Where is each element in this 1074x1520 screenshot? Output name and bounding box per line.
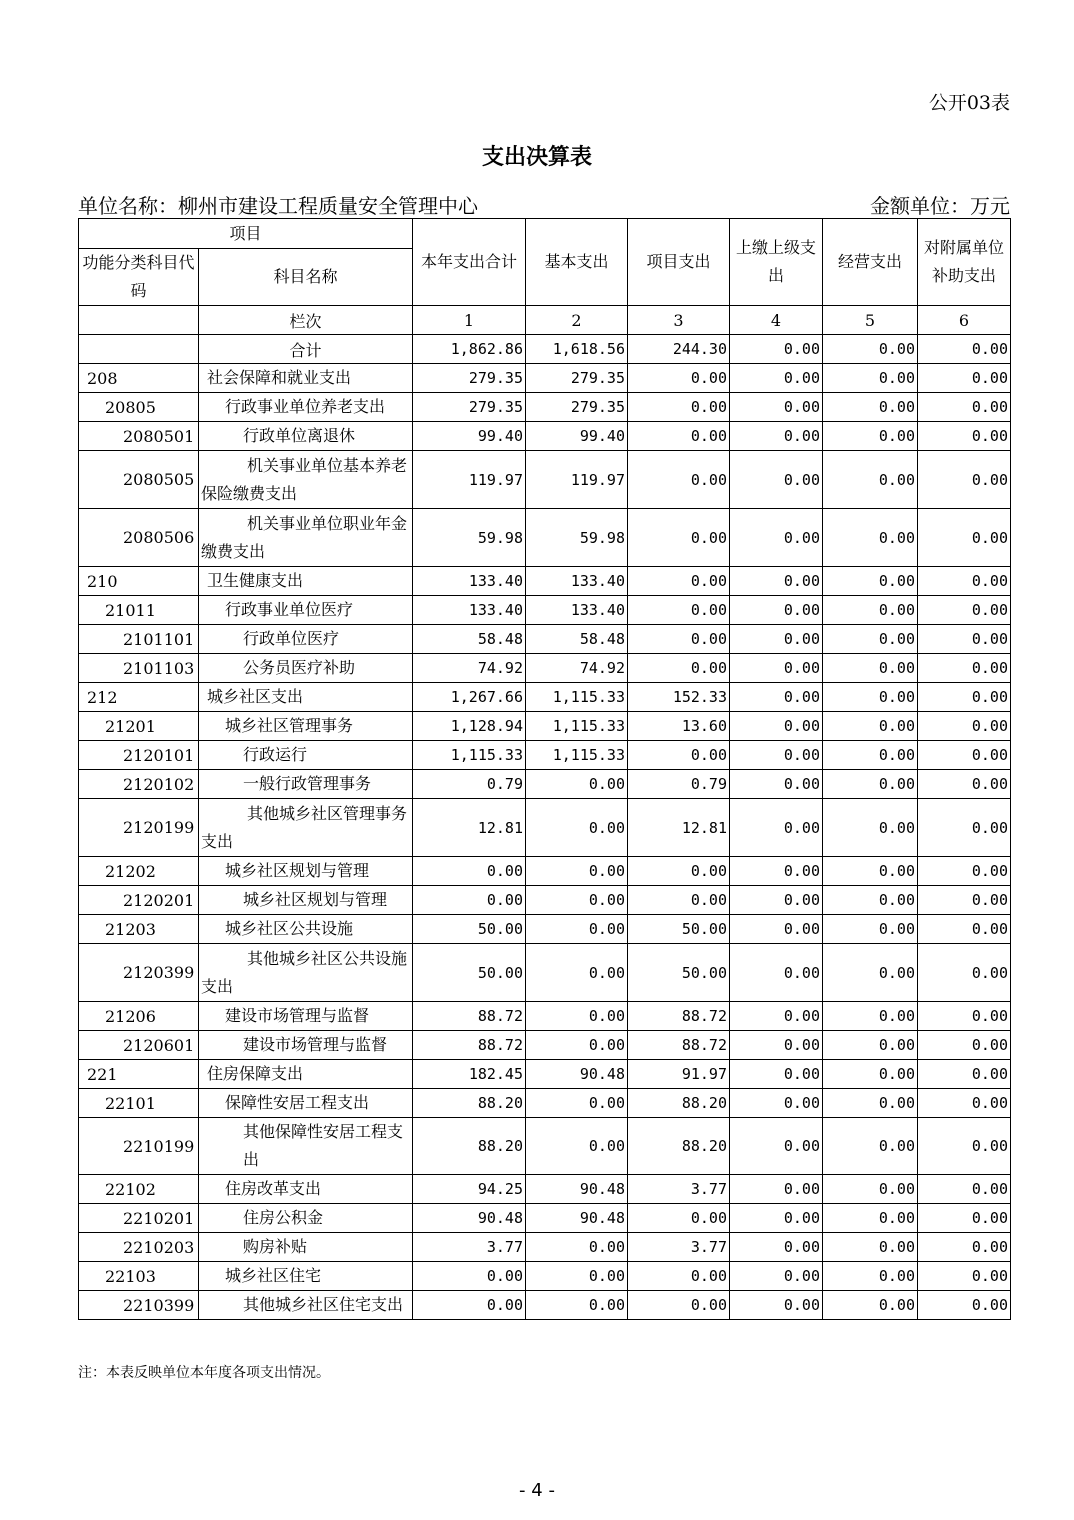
amount-cell: 88.20 <box>413 1118 526 1175</box>
amount-cell: 90.48 <box>526 1204 628 1233</box>
subject-code: 21201 <box>79 712 199 741</box>
table-row <box>79 451 1011 509</box>
amount-cell: 0.00 <box>823 799 918 857</box>
amount-cell: 0.00 <box>526 886 628 915</box>
subject-name: 行政事业单位养老支出 <box>199 393 413 422</box>
subject-code: 22102 <box>79 1175 199 1204</box>
amount-cell: 0.00 <box>730 1118 823 1175</box>
amount-cell: 0.00 <box>628 567 730 596</box>
amount-cell: 88.72 <box>413 1031 526 1060</box>
amount-cell: 0.00 <box>918 944 1011 1002</box>
amount-cell: 0.00 <box>918 451 1011 509</box>
header-code: 功能分类科目代码 <box>79 249 199 306</box>
subject-name: 行政单位医疗 <box>199 625 413 654</box>
subject-name: 其他保障性安居工程支出 <box>199 1118 413 1175</box>
column-index-label: 栏次 <box>199 306 413 335</box>
amount-cell: 133.40 <box>526 567 628 596</box>
subject-name: 其他城乡社区管理事务支出 <box>199 799 413 857</box>
amount-cell: 0.00 <box>413 1262 526 1291</box>
subject-code: 208 <box>79 364 199 393</box>
amount-cell: 0.00 <box>730 654 823 683</box>
table-row <box>79 857 1011 886</box>
table-row <box>79 596 1011 625</box>
subject-name: 保障性安居工程支出 <box>199 1089 413 1118</box>
subject-name: 行政单位离退休 <box>199 422 413 451</box>
amount-cell: 0.00 <box>526 799 628 857</box>
amount-cell: 133.40 <box>526 596 628 625</box>
amount-cell: 0.00 <box>628 509 730 567</box>
subject-name: 机关事业单位基本养老保险缴费支出 <box>199 451 413 509</box>
amount-cell: 99.40 <box>413 422 526 451</box>
amount-cell: 0.00 <box>526 1118 628 1175</box>
subject-code: 21203 <box>79 915 199 944</box>
amount-cell: 0.00 <box>823 1089 918 1118</box>
amount-cell: 0.00 <box>918 799 1011 857</box>
header-name: 科目名称 <box>199 249 413 306</box>
amount-cell: 0.00 <box>823 1060 918 1089</box>
table-row <box>79 567 1011 596</box>
amount-cell: 0.00 <box>823 886 918 915</box>
amount-cell: 0.00 <box>823 1233 918 1262</box>
amount-cell: 0.00 <box>918 1175 1011 1204</box>
amount-cell: 0.00 <box>730 1089 823 1118</box>
subject-name: 行政运行 <box>199 741 413 770</box>
table-row <box>79 915 1011 944</box>
amount-cell: 12.81 <box>413 799 526 857</box>
amount-cell: 182.45 <box>413 1060 526 1089</box>
amount-cell: 0.00 <box>918 741 1011 770</box>
amount-cell: 13.60 <box>628 712 730 741</box>
subject-code: 2120101 <box>79 741 199 770</box>
column-index-row <box>79 306 1011 335</box>
subject-name: 公务员医疗补助 <box>199 654 413 683</box>
amount-cell: 0.00 <box>823 712 918 741</box>
amount-cell: 59.98 <box>526 509 628 567</box>
total-value: 0.00 <box>823 335 918 364</box>
amount-cell: 279.35 <box>413 393 526 422</box>
amount-cell: 88.20 <box>628 1089 730 1118</box>
amount-cell: 133.40 <box>413 567 526 596</box>
subject-code: 21206 <box>79 1002 199 1031</box>
amount-cell: 0.00 <box>918 1060 1011 1089</box>
amount-cell: 0.00 <box>730 1233 823 1262</box>
amount-cell: 0.00 <box>628 625 730 654</box>
amount-cell: 0.00 <box>526 1002 628 1031</box>
amount-cell: 0.00 <box>628 422 730 451</box>
table-row <box>79 1233 1011 1262</box>
amount-cell: 0.00 <box>918 596 1011 625</box>
table-row <box>79 1175 1011 1204</box>
amount-cell: 0.00 <box>413 857 526 886</box>
amount-cell: 88.72 <box>628 1031 730 1060</box>
amount-cell: 0.00 <box>823 1291 918 1320</box>
amount-cell: 0.00 <box>918 1031 1011 1060</box>
amount-cell: 0.00 <box>823 567 918 596</box>
header-item: 项目 <box>79 219 413 249</box>
total-value: 0.00 <box>918 335 1011 364</box>
amount-cell: 0.00 <box>628 1262 730 1291</box>
amount-cell: 90.48 <box>413 1204 526 1233</box>
table-row <box>79 1118 1011 1175</box>
amount-cell: 90.48 <box>526 1175 628 1204</box>
amount-cell: 3.77 <box>628 1233 730 1262</box>
amount-cell: 0.00 <box>918 1262 1011 1291</box>
amount-cell: 0.00 <box>918 625 1011 654</box>
meta-line <box>78 190 1010 219</box>
subject-name: 一般行政管理事务 <box>199 770 413 799</box>
amount-cell: 0.00 <box>918 1089 1011 1118</box>
subject-name: 城乡社区支出 <box>199 683 413 712</box>
amount-cell: 0.00 <box>730 1262 823 1291</box>
amount-cell: 0.00 <box>730 1060 823 1089</box>
amount-cell: 0.00 <box>730 1175 823 1204</box>
amount-cell: 0.00 <box>823 625 918 654</box>
subject-name: 城乡社区规划与管理 <box>199 857 413 886</box>
amount-cell: 88.72 <box>628 1002 730 1031</box>
amount-cell: 58.48 <box>526 625 628 654</box>
amount-cell: 0.00 <box>918 712 1011 741</box>
page-number: - 4 - <box>519 1480 555 1501</box>
amount-cell: 0.00 <box>730 944 823 1002</box>
amount-cell: 0.00 <box>730 422 823 451</box>
amount-cell: 0.00 <box>628 596 730 625</box>
subject-name: 卫生健康支出 <box>199 567 413 596</box>
subject-name: 其他城乡社区住宅支出 <box>199 1291 413 1320</box>
amount-cell: 50.00 <box>628 915 730 944</box>
amount-cell: 279.35 <box>413 364 526 393</box>
amount-cell: 88.72 <box>413 1002 526 1031</box>
total-row <box>79 335 1011 364</box>
amount-cell: 0.00 <box>918 857 1011 886</box>
subject-name: 城乡社区管理事务 <box>199 712 413 741</box>
amount-cell: 0.00 <box>918 1204 1011 1233</box>
table-row <box>79 1089 1011 1118</box>
table-row <box>79 712 1011 741</box>
column-index: 2 <box>526 306 628 335</box>
subject-code: 20805 <box>79 393 199 422</box>
amount-cell: 0.00 <box>413 886 526 915</box>
subject-name: 其他城乡社区公共设施支出 <box>199 944 413 1002</box>
amount-cell: 1,115.33 <box>526 712 628 741</box>
amount-cell: 88.20 <box>413 1089 526 1118</box>
total-value: 1,618.56 <box>526 335 628 364</box>
amount-cell: 3.77 <box>413 1233 526 1262</box>
amount-cell: 0.00 <box>823 1204 918 1233</box>
amount-cell: 0.00 <box>730 1031 823 1060</box>
amount-cell: 0.00 <box>918 393 1011 422</box>
header-business: 经营支出 <box>823 219 918 306</box>
amount-cell: 0.79 <box>628 770 730 799</box>
amount-cell: 0.00 <box>730 741 823 770</box>
amount-cell: 0.00 <box>823 915 918 944</box>
table-row <box>79 1002 1011 1031</box>
amount-cell: 0.00 <box>730 683 823 712</box>
amount-cell: 0.00 <box>823 509 918 567</box>
subject-code: 2080501 <box>79 422 199 451</box>
amount-cell: 0.00 <box>823 944 918 1002</box>
amount-cell: 0.00 <box>823 1031 918 1060</box>
subject-code: 2101103 <box>79 654 199 683</box>
amount-cell: 12.81 <box>628 799 730 857</box>
subject-code: 2101101 <box>79 625 199 654</box>
amount-cell: 0.00 <box>628 886 730 915</box>
amount-cell: 0.00 <box>628 451 730 509</box>
amount-unit: 金额单位：万元 <box>870 194 1010 218</box>
subject-code: 2120199 <box>79 799 199 857</box>
table-row <box>79 422 1011 451</box>
amount-cell: 90.48 <box>526 1060 628 1089</box>
table-row <box>79 654 1011 683</box>
amount-cell: 0.00 <box>918 567 1011 596</box>
amount-cell: 0.00 <box>526 1089 628 1118</box>
subject-name: 城乡社区住宅 <box>199 1262 413 1291</box>
amount-cell: 1,115.33 <box>413 741 526 770</box>
subject-code: 2080506 <box>79 509 199 567</box>
amount-cell: 279.35 <box>526 364 628 393</box>
amount-cell: 94.25 <box>413 1175 526 1204</box>
amount-cell: 0.00 <box>918 509 1011 567</box>
subject-code: 2080505 <box>79 451 199 509</box>
column-index: 6 <box>918 306 1011 335</box>
amount-cell: 0.00 <box>823 1262 918 1291</box>
page-title: 支出决算表 <box>481 145 592 170</box>
amount-cell: 0.00 <box>918 915 1011 944</box>
amount-cell: 0.00 <box>918 1233 1011 1262</box>
amount-cell: 0.00 <box>730 1291 823 1320</box>
amount-cell: 0.00 <box>823 364 918 393</box>
amount-cell: 0.00 <box>526 915 628 944</box>
amount-cell: 133.40 <box>413 596 526 625</box>
expenditure-table <box>78 218 1011 1320</box>
table-row <box>79 1060 1011 1089</box>
total-value: 0.00 <box>730 335 823 364</box>
table-row <box>79 944 1011 1002</box>
amount-cell: 0.00 <box>823 770 918 799</box>
subject-name: 城乡社区公共设施 <box>199 915 413 944</box>
form-number: 公开03表 <box>928 92 1010 114</box>
subject-name: 社会保障和就业支出 <box>199 364 413 393</box>
amount-cell: 0.00 <box>730 1204 823 1233</box>
header-upper: 上缴上级支出 <box>730 219 823 306</box>
amount-cell: 0.00 <box>730 799 823 857</box>
amount-cell: 0.00 <box>526 1262 628 1291</box>
amount-cell: 50.00 <box>628 944 730 1002</box>
amount-cell: 0.00 <box>823 857 918 886</box>
total-label: 合计 <box>199 335 413 364</box>
table-row <box>79 1204 1011 1233</box>
amount-cell: 0.00 <box>730 393 823 422</box>
amount-cell: 0.00 <box>730 451 823 509</box>
subject-code: 2210201 <box>79 1204 199 1233</box>
table-row <box>79 1031 1011 1060</box>
amount-cell: 1,115.33 <box>526 683 628 712</box>
amount-cell: 88.20 <box>628 1118 730 1175</box>
table-row <box>79 886 1011 915</box>
table-row <box>79 1262 1011 1291</box>
subject-code: 2210199 <box>79 1118 199 1175</box>
amount-cell: 0.00 <box>730 625 823 654</box>
subject-code: 210 <box>79 567 199 596</box>
amount-cell: 0.00 <box>730 857 823 886</box>
amount-cell: 0.00 <box>730 567 823 596</box>
amount-cell: 0.00 <box>730 770 823 799</box>
amount-cell: 0.00 <box>526 857 628 886</box>
amount-cell: 59.98 <box>413 509 526 567</box>
amount-cell: 1,115.33 <box>526 741 628 770</box>
amount-cell: 0.00 <box>823 683 918 712</box>
subject-name: 住房公积金 <box>199 1204 413 1233</box>
amount-cell: 0.00 <box>730 509 823 567</box>
total-value: 1,862.86 <box>413 335 526 364</box>
subject-code: 21011 <box>79 596 199 625</box>
total-value: 244.30 <box>628 335 730 364</box>
amount-cell: 3.77 <box>628 1175 730 1204</box>
subject-name: 行政事业单位医疗 <box>199 596 413 625</box>
amount-cell: 0.00 <box>628 857 730 886</box>
amount-cell: 0.00 <box>823 422 918 451</box>
amount-cell: 74.92 <box>526 654 628 683</box>
amount-cell: 0.00 <box>823 741 918 770</box>
table-row <box>79 625 1011 654</box>
amount-cell: 0.00 <box>918 886 1011 915</box>
table-row <box>79 799 1011 857</box>
subject-name: 城乡社区规划与管理 <box>199 886 413 915</box>
header-subsidy: 对附属单位补助支出 <box>918 219 1011 306</box>
amount-cell: 119.97 <box>413 451 526 509</box>
amount-cell: 91.97 <box>628 1060 730 1089</box>
amount-cell: 0.00 <box>628 393 730 422</box>
header-basic: 基本支出 <box>526 219 628 306</box>
column-index: 1 <box>413 306 526 335</box>
subject-code: 2120102 <box>79 770 199 799</box>
amount-cell: 0.79 <box>413 770 526 799</box>
subject-code: 2120201 <box>79 886 199 915</box>
amount-cell: 74.92 <box>413 654 526 683</box>
amount-cell: 0.00 <box>628 364 730 393</box>
amount-cell: 0.00 <box>918 1118 1011 1175</box>
amount-cell: 0.00 <box>526 1291 628 1320</box>
table-row <box>79 509 1011 567</box>
subject-code: 2210399 <box>79 1291 199 1320</box>
subject-code: 22101 <box>79 1089 199 1118</box>
amount-cell: 0.00 <box>526 770 628 799</box>
amount-cell: 0.00 <box>730 886 823 915</box>
subject-name: 住房保障支出 <box>199 1060 413 1089</box>
table-row <box>79 364 1011 393</box>
amount-cell: 0.00 <box>730 364 823 393</box>
amount-cell: 0.00 <box>823 596 918 625</box>
amount-cell: 0.00 <box>823 1002 918 1031</box>
subject-code: 2120601 <box>79 1031 199 1060</box>
amount-cell: 0.00 <box>628 741 730 770</box>
amount-cell: 0.00 <box>918 364 1011 393</box>
amount-cell: 0.00 <box>823 1175 918 1204</box>
amount-cell: 1,267.66 <box>413 683 526 712</box>
amount-cell: 50.00 <box>413 915 526 944</box>
amount-cell: 0.00 <box>918 654 1011 683</box>
subject-name: 住房改革支出 <box>199 1175 413 1204</box>
amount-cell: 0.00 <box>730 712 823 741</box>
subject-name: 建设市场管理与监督 <box>199 1031 413 1060</box>
amount-cell: 58.48 <box>413 625 526 654</box>
amount-cell: 1,128.94 <box>413 712 526 741</box>
amount-cell: 0.00 <box>413 1291 526 1320</box>
amount-cell: 119.97 <box>526 451 628 509</box>
amount-cell: 0.00 <box>526 944 628 1002</box>
amount-cell: 0.00 <box>918 770 1011 799</box>
unit-name: 单位名称：柳州市建设工程质量安全管理中心 <box>78 194 478 218</box>
amount-cell: 0.00 <box>918 1002 1011 1031</box>
subject-code: 212 <box>79 683 199 712</box>
amount-cell: 0.00 <box>823 1118 918 1175</box>
amount-cell: 0.00 <box>526 1233 628 1262</box>
table-row <box>79 683 1011 712</box>
amount-cell: 0.00 <box>730 596 823 625</box>
subject-name: 建设市场管理与监督 <box>199 1002 413 1031</box>
table-row <box>79 393 1011 422</box>
subject-code: 221 <box>79 1060 199 1089</box>
amount-cell: 0.00 <box>526 1031 628 1060</box>
amount-cell: 0.00 <box>730 1002 823 1031</box>
amount-cell: 0.00 <box>918 683 1011 712</box>
amount-cell: 0.00 <box>918 1291 1011 1320</box>
amount-cell: 0.00 <box>730 915 823 944</box>
amount-cell: 152.33 <box>628 683 730 712</box>
subject-code: 2210203 <box>79 1233 199 1262</box>
amount-cell: 279.35 <box>526 393 628 422</box>
amount-cell: 0.00 <box>823 654 918 683</box>
column-index: 4 <box>730 306 823 335</box>
amount-cell: 0.00 <box>628 654 730 683</box>
table-row <box>79 1291 1011 1320</box>
subject-code: 21202 <box>79 857 199 886</box>
amount-cell: 0.00 <box>628 1204 730 1233</box>
subject-name: 购房补贴 <box>199 1233 413 1262</box>
amount-cell: 0.00 <box>628 1291 730 1320</box>
amount-cell: 50.00 <box>413 944 526 1002</box>
column-index: 5 <box>823 306 918 335</box>
header-project: 项目支出 <box>628 219 730 306</box>
table-row <box>79 741 1011 770</box>
subject-code: 2120399 <box>79 944 199 1002</box>
amount-cell: 0.00 <box>823 393 918 422</box>
table-row <box>79 770 1011 799</box>
amount-cell: 0.00 <box>823 451 918 509</box>
header-total: 本年支出合计 <box>413 219 526 306</box>
amount-cell: 0.00 <box>918 422 1011 451</box>
subject-name: 机关事业单位职业年金缴费支出 <box>199 509 413 567</box>
amount-cell: 99.40 <box>526 422 628 451</box>
subject-code: 22103 <box>79 1262 199 1291</box>
column-index: 3 <box>628 306 730 335</box>
table-note: 注：本表反映单位本年度各项支出情况。 <box>78 1365 330 1381</box>
